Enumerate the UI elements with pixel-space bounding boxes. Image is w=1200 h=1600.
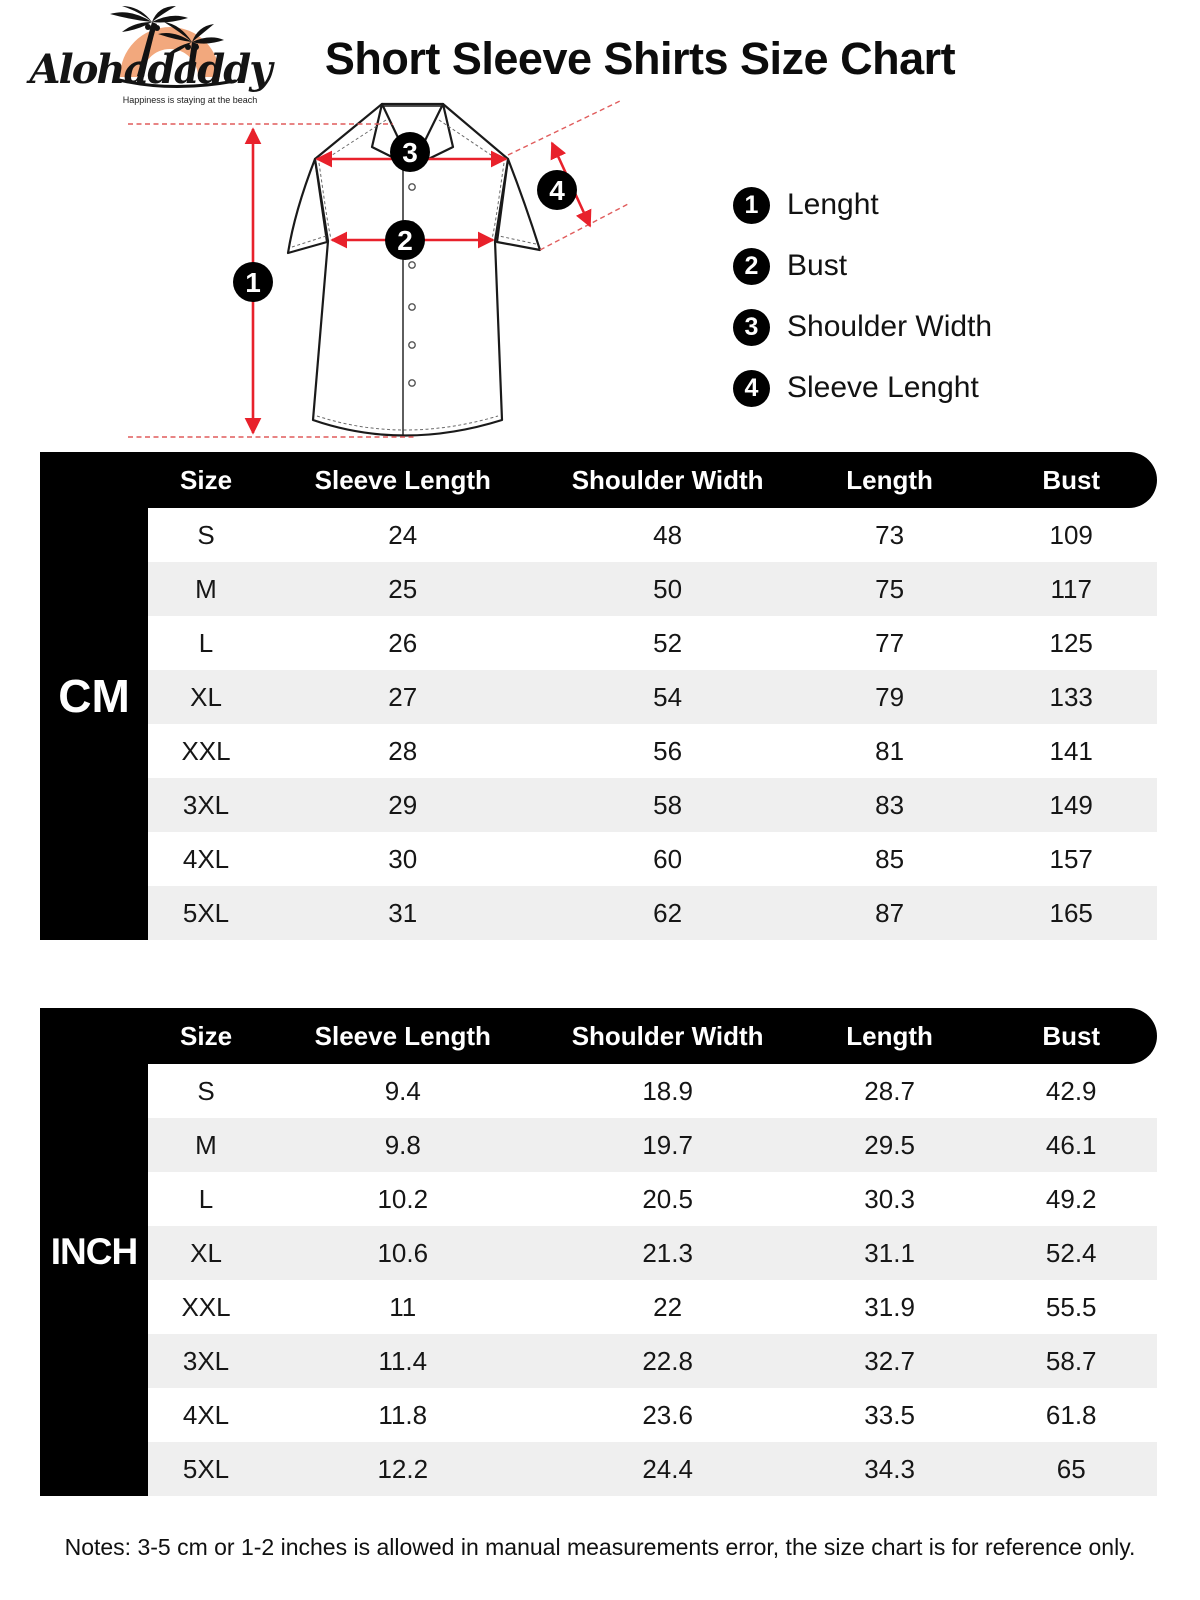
table-cell: 34.3 bbox=[864, 1453, 915, 1484]
table-cell: 42.9 bbox=[1045, 1075, 1097, 1106]
table-row bbox=[148, 832, 1157, 886]
table-cell: 81 bbox=[875, 735, 905, 766]
table-cell: S bbox=[197, 519, 215, 550]
table-cell: 24.4 bbox=[642, 1453, 693, 1484]
table-body bbox=[148, 508, 1157, 940]
unit-label-cm: CM bbox=[40, 452, 148, 940]
table-cell: 9.4 bbox=[384, 1075, 421, 1106]
notes-text: Notes: 3-5 cm or 1-2 inches is allowed in manual measurements error, the size chart is for reference only. bbox=[64, 1534, 1136, 1560]
badge-number: 3 bbox=[402, 137, 418, 168]
table-cell: 5XL bbox=[182, 1453, 230, 1484]
table-cell: 10.6 bbox=[377, 1237, 429, 1268]
column-header-bust: Bust bbox=[1042, 1020, 1101, 1051]
column-header-shoulder-width: Shoulder Width bbox=[571, 1020, 764, 1051]
table-cell: 87 bbox=[875, 897, 905, 928]
shirt-measurement-diagram bbox=[125, 93, 635, 449]
table-cell: 50 bbox=[653, 573, 683, 604]
table-cell: XL bbox=[190, 1237, 222, 1268]
table-cell: 4XL bbox=[182, 843, 230, 874]
table-row bbox=[148, 778, 1157, 832]
table-cell: 3XL bbox=[182, 789, 230, 820]
legend-label: Shoulder Width bbox=[787, 310, 993, 343]
table-row bbox=[148, 1280, 1157, 1334]
table-row bbox=[148, 508, 1157, 562]
table-cell: 85 bbox=[875, 843, 905, 874]
column-header-size: Size bbox=[180, 464, 233, 495]
column-header-sleeve-length: Sleeve Length bbox=[314, 1020, 491, 1051]
table-row bbox=[148, 1064, 1157, 1118]
brand-name: Alohadaddy bbox=[29, 46, 271, 93]
badge-number: 2 bbox=[397, 225, 413, 256]
table-cell: M bbox=[195, 573, 217, 604]
table-cell: 73 bbox=[875, 519, 905, 550]
table-cell: 9.8 bbox=[384, 1129, 421, 1160]
legend-item bbox=[733, 185, 992, 225]
legend-item bbox=[733, 307, 992, 347]
size-table-cm bbox=[40, 452, 1157, 940]
page-title: Short Sleeve Shirts Size Chart bbox=[324, 33, 956, 84]
table-cell: 58 bbox=[653, 789, 683, 820]
table-cell: 11.8 bbox=[378, 1399, 428, 1430]
table-cell: 29.5 bbox=[864, 1129, 915, 1160]
legend-number-badge: 3 bbox=[733, 309, 770, 346]
table-cell: 4XL bbox=[182, 1399, 230, 1430]
table-cell: 18.9 bbox=[642, 1075, 693, 1106]
table-cell: 62 bbox=[653, 897, 683, 928]
table-header bbox=[40, 452, 1157, 508]
table-row bbox=[148, 724, 1157, 778]
table-cell: 133 bbox=[1049, 681, 1093, 712]
table-cell: 149 bbox=[1049, 789, 1093, 820]
table-cell: M bbox=[195, 1129, 217, 1160]
table-cell: 46.1 bbox=[1045, 1129, 1097, 1160]
table-cell: 12.2 bbox=[377, 1453, 429, 1484]
table-cell: 61.8 bbox=[1045, 1399, 1097, 1430]
legend-item bbox=[733, 368, 992, 408]
table-cell: 83 bbox=[875, 789, 905, 820]
legend-number-badge: 4 bbox=[733, 370, 770, 407]
table-cell: 11.4 bbox=[378, 1345, 428, 1376]
column-header-length: Length bbox=[846, 464, 933, 495]
table-cell: 19.7 bbox=[642, 1129, 693, 1160]
table-cell: 31 bbox=[388, 897, 418, 928]
table-cell: XXL bbox=[181, 735, 231, 766]
table-cell: 28 bbox=[388, 735, 418, 766]
table-cell: 3XL bbox=[182, 1345, 230, 1376]
table-cell: 32.7 bbox=[864, 1345, 915, 1376]
column-header-size: Size bbox=[180, 1020, 233, 1051]
table-cell: S bbox=[197, 1075, 215, 1106]
legend-item bbox=[733, 246, 992, 286]
table-cell: 24 bbox=[388, 519, 418, 550]
table-cell: 60 bbox=[653, 843, 683, 874]
legend-number-badge: 2 bbox=[733, 248, 770, 285]
legend-number-badge: 1 bbox=[733, 187, 770, 224]
column-header-shoulder-width: Shoulder Width bbox=[571, 464, 764, 495]
table-cell: 52.4 bbox=[1045, 1237, 1097, 1268]
table-row bbox=[148, 886, 1157, 940]
table-row bbox=[148, 1388, 1157, 1442]
table-cell: XXL bbox=[181, 1291, 231, 1322]
column-header-length: Length bbox=[846, 1020, 933, 1051]
table-cell: 79 bbox=[875, 681, 905, 712]
table-cell: 56 bbox=[653, 735, 683, 766]
table-row bbox=[148, 670, 1157, 724]
table-row bbox=[148, 1442, 1157, 1496]
table-cell: 25 bbox=[388, 573, 418, 604]
legend-label: Bust bbox=[787, 249, 848, 282]
table-cell: 33.5 bbox=[864, 1399, 915, 1430]
table-cell: 22 bbox=[653, 1291, 683, 1322]
table-cell: 30.3 bbox=[864, 1183, 915, 1214]
table-cell: XL bbox=[190, 681, 222, 712]
table-cell: 22.8 bbox=[642, 1345, 693, 1376]
badge-number: 4 bbox=[549, 175, 565, 206]
column-header-bust: Bust bbox=[1042, 464, 1101, 495]
table-cell: 52 bbox=[653, 627, 683, 658]
table-cell: 10.2 bbox=[377, 1183, 429, 1214]
table-cell: 49.2 bbox=[1045, 1183, 1097, 1214]
table-cell: 77 bbox=[875, 627, 905, 658]
table-cell: 141 bbox=[1049, 735, 1093, 766]
table-row bbox=[148, 562, 1157, 616]
table-cell: 109 bbox=[1049, 519, 1093, 550]
table-cell: 125 bbox=[1049, 627, 1093, 658]
table-cell: 31.9 bbox=[864, 1291, 915, 1322]
table-cell: 26 bbox=[388, 627, 418, 658]
table-cell: 117 bbox=[1050, 573, 1092, 604]
table-cell: 58.7 bbox=[1045, 1345, 1097, 1376]
legend-label: Lenght bbox=[787, 188, 879, 221]
table-cell: 165 bbox=[1049, 897, 1093, 928]
table-cell: 11 bbox=[389, 1291, 417, 1322]
size-table-inch bbox=[40, 1008, 1157, 1496]
table-cell: 5XL bbox=[182, 897, 230, 928]
brand-tagline: Happiness is staying at the beach bbox=[122, 95, 258, 105]
column-header-sleeve-length: Sleeve Length bbox=[314, 464, 491, 495]
table-cell: 30 bbox=[388, 843, 418, 874]
table-header bbox=[40, 1008, 1157, 1064]
table-cell: 31.1 bbox=[864, 1237, 915, 1268]
table-row bbox=[148, 616, 1157, 670]
table-cell: 75 bbox=[875, 573, 905, 604]
table-row bbox=[148, 1118, 1157, 1172]
measurement-legend bbox=[733, 185, 992, 429]
unit-label-inch: INCH bbox=[40, 1008, 148, 1496]
table-cell: 28.7 bbox=[864, 1075, 915, 1106]
table-cell: 54 bbox=[653, 681, 683, 712]
shirt-diagram-icon bbox=[125, 93, 635, 449]
table-cell: 27 bbox=[388, 681, 418, 712]
table-row bbox=[148, 1334, 1157, 1388]
table-cell: 65 bbox=[1056, 1453, 1086, 1484]
table-cell: 55.5 bbox=[1045, 1291, 1097, 1322]
table-body bbox=[148, 1064, 1157, 1496]
badge-number: 1 bbox=[245, 267, 261, 298]
table-cell: 20.5 bbox=[642, 1183, 693, 1214]
table-cell: 48 bbox=[653, 519, 683, 550]
table-cell: L bbox=[198, 627, 214, 658]
table-row bbox=[148, 1172, 1157, 1226]
table-cell: 157 bbox=[1049, 843, 1093, 874]
table-cell: 21.3 bbox=[642, 1237, 693, 1268]
table-cell: 29 bbox=[388, 789, 418, 820]
table-cell: 23.6 bbox=[642, 1399, 693, 1430]
legend-label: Sleeve Lenght bbox=[787, 371, 979, 404]
table-cell: L bbox=[198, 1183, 214, 1214]
table-row bbox=[148, 1226, 1157, 1280]
